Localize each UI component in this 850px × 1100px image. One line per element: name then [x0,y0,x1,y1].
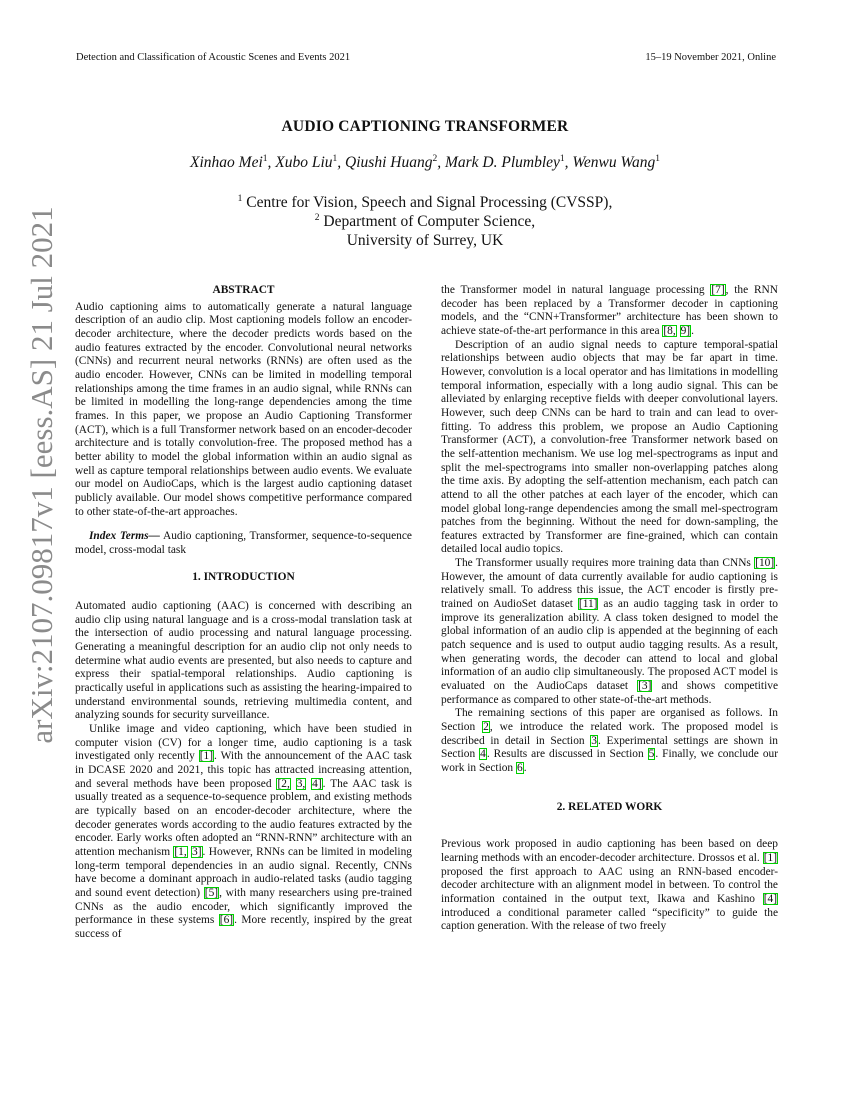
section-link[interactable]: 4 [480,748,486,761]
paragraph-organisation [441,707,778,775]
author-separator: , [564,154,573,172]
citation-link[interactable]: [11] [578,598,598,611]
index-terms-text: Audio captioning, Transformer, sequence-to-sequence model, cross-modal task [75,530,412,556]
paragraph-text: . Results are discussed in Section [486,748,648,761]
affiliation-line-3: University of Surrey, UK [346,232,504,249]
citation-link[interactable]: [3] [638,680,652,693]
index-terms [75,530,412,557]
intro-paragraph-1: Automated audio captioning (AAC) is concerned with describing an audio clip using natural language and is a cross-modal translation task at the intersection of audio processing and natural language processing. Generating a meaningful description for an audio clip not only needs to determine what audio events are presented, but also needs to capture and express their spatial-temporal relationships. Audio captioning is practically useful in applications such as assisting the hearing-impaired to understand environmental sounds, retrieving multimedia content, and analyzing sounds for security surveillance. [75,600,412,722]
left-column [75,284,412,942]
paragraph-text: . Experimental settings are shown in Section [441,734,778,761]
author-affiliation-mark: 1 [559,154,565,164]
paragraph-text: . With the announcement of the AAC task in DCASE 2020 and 2021, this topic has attracted increasing attention, and several methods have been proposed [75,750,412,790]
paragraph-text: , with many researchers using pre-trained CNNs as the audio encoder, which significantly improved the performance in these systems [75,886,412,927]
citation-link[interactable]: [2, [277,777,290,790]
abstract-heading: ABSTRACT [212,284,275,296]
affiliation-mark: 2 [314,213,320,223]
author-separator: , [267,154,276,172]
paragraph-text: as an audio tagging task in order to improve its generalization ability. A class token designed to model the global information of an audio clip is appended at the beginning of each patch sequence and is used to output audio tagging results. As a result, when generating words, the decoder can attend to local and global information of an audio clip simultaneously. The proposed ACT model is evaluated on the AudioCaps dataset [441,598,778,693]
author-name: Qiushi Huang [345,154,433,172]
paragraph-text: . However, the amount of data currently available for audio captioning is relatively small. To address this issue, the ACT encoder is firstly pre-trained on AudioSet dataset [441,557,778,611]
citation-link[interactable]: [8, [663,324,676,337]
right-column [441,284,778,934]
citation-link[interactable]: 3, [296,777,306,790]
paragraph-text: , we introduce the related work. The proposed model is described in detail in Section [441,721,779,747]
paragraph-text: . More recently, inspired by the great success of [75,914,412,940]
author-affiliation-mark: 1 [332,154,338,164]
citation-link[interactable]: [1, [174,845,187,858]
section-heading-related-work: 2. RELATED WORK [556,800,663,813]
running-header-left: Detection and Classification of Acoustic Scenes and Events 2021 [76,52,351,63]
paragraph-act-proposal: Description of an audio signal needs to capture temporal-spatial relationships between audio objects that may be far apart in time. However, convolution is a local operator and has limitations in modelling temporal information, especially with a long audio signal. This can be alleviated by enlarging receptive fields with deeper convolutional layers. However, such deep CNNs can be hard to train and can lead to over-fitting. To address this problem, we propose an Audio Captioning Transformer (ACT), a convolution-free Transformer network based on the self-attention mechanism. We use log mel-spectrograms as input and split the mel-spectrograms into smaller non-overlapping patches along the time axis. By adopting the self-attention mechanism, each patch can attend to all the other patches at each layer of the encoder, which can model global long-range dependencies among the small mel-spectrogram patches from the beginning. Without the need for down-sampling, the features extracted by Transformer are fine-grained, which can contain detailed local audio topics. [441,338,778,556]
paragraph-text: . Finally, we conclude our work in Section [441,748,778,774]
affiliation-line-2 [0,213,850,231]
author-list [0,154,850,172]
running-header-right: 15–19 November 2021, Online [645,52,776,63]
section-link[interactable]: 3 [591,734,597,747]
paragraph-text: . The AAC task is usually treated as a sequence-to-sequence problem, and existing methods are typically based on an encoder-decoder architecture, where the decoder generates words according to the audio features extracted by the encoder. Early works often adopted an “RNN-RNN” architecture with an attention mechanism [75,777,412,858]
author-separator: , [437,154,445,172]
section-link[interactable]: 5 [648,748,655,761]
section-link[interactable]: 6 [516,761,523,774]
citation-link[interactable]: 9] [680,324,691,337]
section-link[interactable]: 2 [483,721,489,733]
citation-link[interactable]: [6] [219,914,234,927]
paragraph-text: the Transformer model in natural language processing [441,284,711,296]
paragraph-text: . However, RNNs can be limited in modeling long-term temporal dependencies in an audio signal. Recently, CNNs have become a dominant approach in audio-related tasks (audio tagging and sound event detection) [75,845,412,899]
paragraph-text: , the RNN decoder has been replaced by a Transformer decoder in captioning models, and the “CNN+Transformer” architecture has been shown to achieve state-of-the-art performance in this area [441,284,778,337]
paragraph-text: . [523,761,527,774]
affiliation-line-1 [0,194,850,212]
author-separator: , [337,154,346,172]
citation-link[interactable]: 4] [312,777,322,790]
paragraph-text: and shows competitive performance as compared to other state-of-the-art methods. [441,680,778,706]
index-terms-label: Index Terms— [89,530,160,543]
author-name: Wenwu Wang [572,154,656,172]
author-name: Mark D. Plumbley [444,154,560,172]
citation-link[interactable]: 3] [192,845,202,858]
citation-link[interactable]: [4] [763,892,777,905]
paragraph-text: Unlike image and video captioning, which have been studied in computer vision (CV) for a longer time, audio captioning is a task investigated only recently [75,723,412,763]
paragraph-text: . [691,324,694,337]
paragraph-related-work [441,838,778,934]
author-affiliation-mark: 1 [262,154,268,164]
section-heading-introduction: 1. INTRODUCTION [192,571,295,584]
paragraph-text: Previous work proposed in audio captioning has been based on deep learning methods with an encoder-decoder architecture. Drossos et al. [441,838,778,864]
affiliation-text: Centre for Vision, Speech and Signal Processing (CVSSP), [242,194,613,212]
citation-link[interactable]: [5] [204,886,219,899]
citation-link[interactable]: [1] [199,750,214,763]
abstract-text: Audio captioning aims to automatically generate a natural language description of an audio clip. Most captioning models follow an encoder-decoder architecture, where the decoder predicts words based on the audio features extracted by the encoder. Convolutional neural networks (CNNs) and recurrent neural networks (RNNs) are often used as the audio encoder. However, CNNs can be limited in modelling temporal relationships among the time frames in an audio signal, while RNNs can be limited in modelling the long-range dependencies among the time frames. In this paper, we propose an Audio Captioning Transformer (ACT), which is a full Transformer network based on an encoder-decoder architecture and is totally convolution-free. The proposed method has a better ability to model the global information within an audio signal as well as capture temporal relationships between audio events. We evaluate our model on AudioCaps, which is the largest audio captioning dataset publicly available. Our model shows competitive performance compared to other state-of-the-art approaches. [75,300,412,518]
affiliation-mark: 1 [237,194,243,204]
citation-link[interactable]: [7] [711,284,725,296]
intro-paragraph-2 [75,723,412,942]
citation-link[interactable]: [1] [763,851,777,864]
author-affiliation-mark: 2 [432,154,438,164]
affiliation-text: Department of Computer Science, [319,213,536,231]
author-affiliation-mark: 1 [655,154,660,164]
author-name: Xinhao Mei [190,154,263,172]
paragraph-text: The Transformer usually requires more training data than CNNs [455,557,755,570]
paragraph-text: proposed the first approach to AAC using an RNN-based encoder-decoder architecture with an alignment model in between. To control the information contained in the output text, Ikawa and Kashino [441,865,778,905]
arxiv-stamp-text: arXiv:2107.09817v1 [eess.AS] 21 Jul 2021 [24,206,59,744]
paragraph-transformer-intro [441,284,778,339]
paragraph-text: The remaining sections of this paper are organised as follows. In Section [441,707,778,733]
paper-title: AUDIO CAPTIONING TRANSFORMER [281,118,569,135]
author-name: Xubo Liu [275,154,333,172]
paragraph-pretraining [441,557,778,707]
citation-link[interactable]: [10] [755,557,775,570]
paragraph-text: introduced a conditional parameter called “specificity” to guide the caption generation. With the release of two freely [441,906,778,933]
